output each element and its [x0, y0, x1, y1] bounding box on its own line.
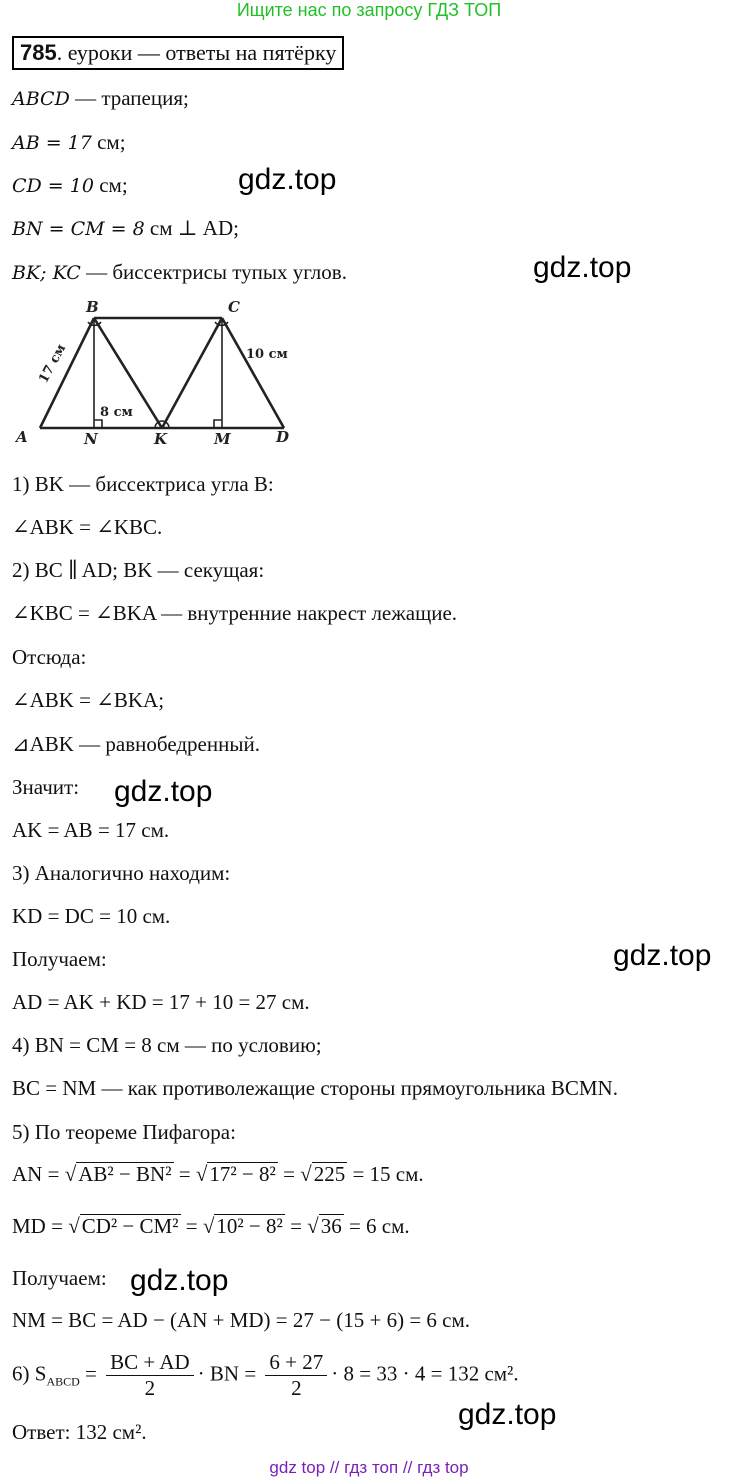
given-line-1: ABCD — трапеция;	[12, 86, 189, 110]
formula-area: 6) $S_{ABCD}$ = $\frac{BC + AD}{2}$ · BN = $\frac{6 + 27}{2}$ · 8 = 33 · 4 = 132 см².	[12, 1350, 519, 1400]
step-line: 5) По теореме Пифагора:	[12, 1120, 236, 1144]
step-line: AD = AK + KD = 17 + 10 = 27 см.	[12, 990, 310, 1014]
step-line: AK = AB = 17 см.	[12, 818, 170, 842]
label-side-ab: 17 см	[36, 341, 70, 386]
label-b: B	[86, 298, 99, 316]
step-line: 4) BN = CM = 8 см — по условию;	[12, 1033, 322, 1057]
label-m: M	[214, 430, 231, 448]
trapezoid-figure	[14, 296, 314, 454]
watermark: gdz.top	[114, 775, 213, 808]
bisector-ck	[162, 318, 222, 428]
label-side-cd: 10 см	[246, 347, 288, 362]
task-number: 785	[20, 40, 57, 65]
formula-md: MD = √CD² − CM² = √10² − 8² = √36 = 6 см.	[12, 1214, 410, 1238]
label-d: D	[276, 428, 290, 446]
given-line-4: BN = CM = 8 см ⊥ AD;	[12, 216, 239, 240]
given-line-5: BK; KC — биссектрисы тупых углов.	[12, 260, 347, 284]
step-line: Значит:	[12, 775, 80, 799]
label-height: 8 см	[100, 405, 133, 420]
step-line: Получаем:	[12, 1266, 107, 1290]
label-k: K	[154, 430, 168, 448]
step-line: BC = NM — как противолежащие стороны прямоугольника BCMN.	[12, 1076, 618, 1100]
label-a: A	[16, 428, 28, 446]
footer-links[interactable]: gdz top // гдз топ // гдз top	[269, 1458, 469, 1477]
top-banner[interactable]: Ищите нас по запросу ГДЗ ТОП	[236, 0, 502, 20]
step-line: ∠ABK = ∠KBC.	[12, 515, 163, 539]
step-line: Получаем:	[12, 947, 107, 971]
step-line: 1) BK — биссектриса угла B:	[12, 472, 274, 496]
given-line-3: CD = 10 см;	[12, 173, 128, 197]
watermark: gdz.top	[613, 939, 712, 972]
step-line: Отсюда:	[12, 645, 87, 669]
label-n: N	[84, 430, 98, 448]
step-line: 3) Аналогично находим:	[12, 861, 231, 885]
watermark: gdz.top	[458, 1398, 557, 1431]
step-line: KD = DC = 10 см.	[12, 904, 171, 928]
watermark: gdz.top	[130, 1264, 229, 1297]
formula-nm: NM = BC = AD − (AN + MD) = 27 − (15 + 6) = 6 см.	[12, 1308, 471, 1332]
watermark: gdz.top	[238, 163, 337, 196]
step-line: ⊿ABK — равнобедренный.	[12, 732, 260, 756]
label-c: C	[228, 298, 240, 316]
task-title-text: . еуроки — ответы на пятёрку	[56, 40, 337, 65]
task-title	[12, 36, 344, 70]
formula-an: AN = √AB² − BN² = √17² − 8² = √225 = 15 см.	[12, 1162, 424, 1186]
step-line: ∠KBC = ∠BKA — внутренние накрест лежащие.	[12, 601, 458, 625]
step-line: 2) BC ∥ AD; BK — секущая:	[12, 558, 265, 582]
watermark: gdz.top	[533, 251, 632, 284]
side-cd	[222, 318, 284, 428]
answer: Ответ: 132 см².	[12, 1420, 147, 1444]
given-line-2: AB = 17 см;	[12, 130, 126, 154]
step-line: ∠ABK = ∠BKA;	[12, 688, 165, 712]
